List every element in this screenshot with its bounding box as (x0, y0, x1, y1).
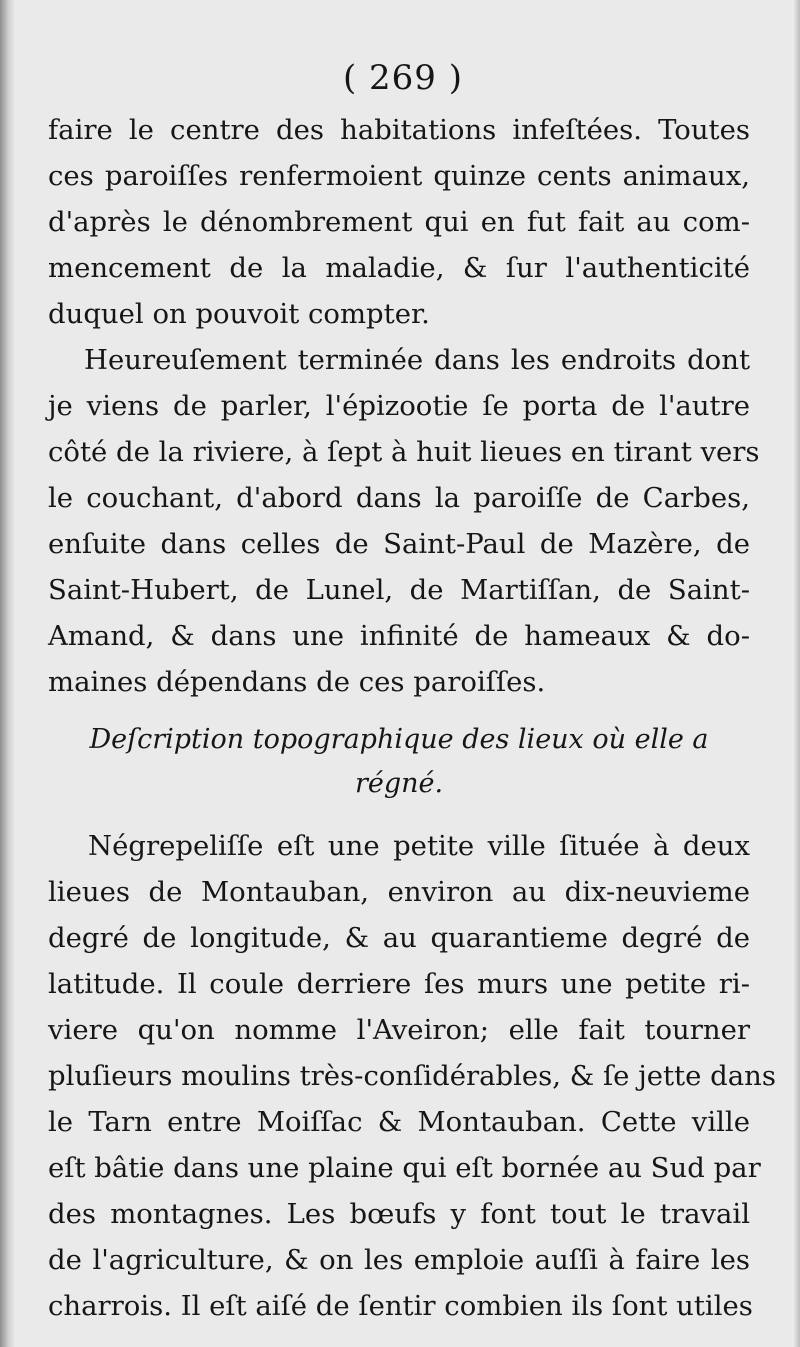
text-line: charrois. Il eſt aiſé de ſentir combien ils ſont utiles (48, 1290, 753, 1322)
text-line: je viens de parler, l'épizootie ſe porta de l'autre (48, 390, 750, 422)
text-line: eſt bâtie dans une plaine qui eſt bornée au Sud par (48, 1152, 761, 1184)
page-number: ( 269 ) (342, 58, 464, 98)
text-line: faire le centre des habitations infeſtées. Toutes (48, 114, 750, 146)
text-line: côté de la riviere, à ſept à huit lieues en tirant vers (48, 436, 760, 468)
text-line: des montagnes. Les bœufs y font tout le travail (48, 1198, 750, 1230)
text-line: maines dépendans de ces paroiſſes. (48, 666, 546, 698)
text-line: degré de longitude, & au quarantieme degré de (48, 922, 750, 954)
section-heading: régné. (354, 768, 444, 799)
text-line: ces paroiſſes renfermoient quinze cents animaux, (48, 160, 750, 192)
text-line: Heureuſement terminée dans les endroits dont (84, 344, 750, 376)
text-line: Saint-Hubert, de Lunel, de Martiſſan, de Saint- (48, 574, 750, 606)
text-line: latitude. Il coule derriere ſes murs une petite ri- (48, 968, 750, 1000)
page-edge-shadow-right (794, 0, 800, 1347)
text-line: pluſieurs moulins très-conſidérables, & ſe jette dans (48, 1060, 776, 1092)
page-edge-shadow-left (0, 0, 14, 1347)
section-heading: Deſcription topographique des lieux où elle a (89, 724, 709, 755)
text-line: duquel on pouvoit compter. (48, 298, 430, 330)
text-line: Négrepeliſſe eſt une petite ville ſituée à deux (88, 830, 750, 862)
text-line: d'après le dénombrement qui en fut fait au com- (48, 206, 750, 238)
text-line: lieues de Montauban, environ au dix-neuvieme (48, 876, 750, 908)
text-line: mencement de la maladie, & ſur l'authenticité (48, 252, 750, 284)
text-line: enſuite dans celles de Saint-Paul de Mazère, de (48, 528, 750, 560)
text-line: viere qu'on nomme l'Aveiron; elle fait tourner (48, 1014, 750, 1046)
text-line: le Tarn entre Moiſſac & Montauban. Cette ville (48, 1106, 750, 1138)
text-line: de l'agriculture, & on les emploie auſſi à faire les (48, 1244, 750, 1276)
text-line: le couchant, d'abord dans la paroiſſe de Carbes, (48, 482, 750, 514)
text-line: Amand, & dans une infinité de hameaux & do- (48, 620, 750, 652)
